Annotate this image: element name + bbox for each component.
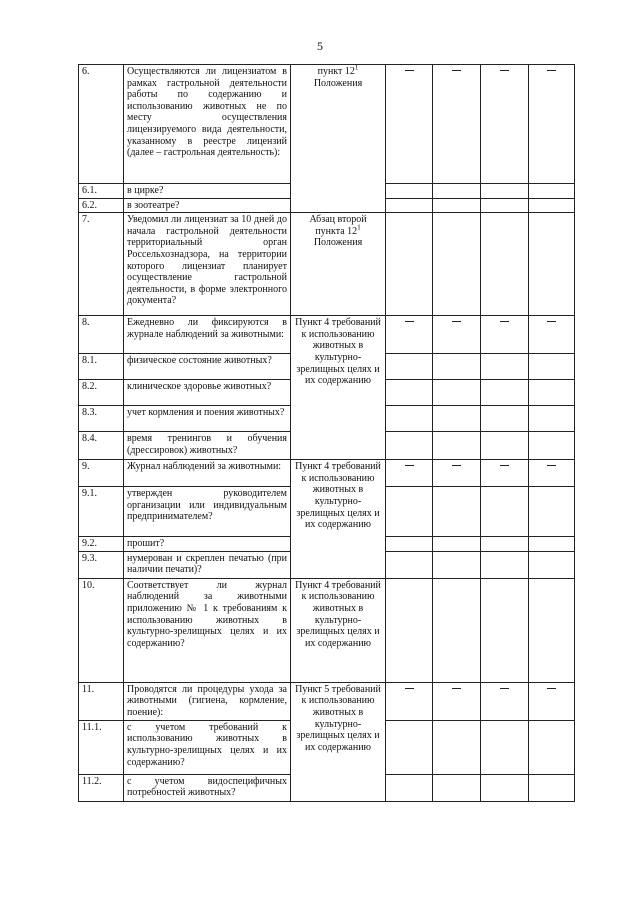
answer-na-cell[interactable] (481, 406, 529, 432)
dash-mark (500, 321, 509, 322)
answer-comment-cell[interactable] (529, 682, 575, 720)
answer-comment-cell[interactable] (529, 720, 575, 774)
legal-reference: Пункт 4 требований к использованию животных в культурно-зрелищных целях и их содержанию (291, 316, 386, 460)
table-row (79, 65, 575, 184)
answer-yes-cell[interactable] (386, 551, 433, 578)
legal-reference: Пункт 5 требований к использованию животных в культурно-зрелищных целях и их содержанию (291, 682, 386, 801)
answer-yes-cell[interactable] (386, 460, 433, 487)
answer-no-cell[interactable] (433, 213, 481, 316)
answer-no-cell[interactable] (433, 406, 481, 432)
row-number: 9.2. (79, 537, 124, 552)
dash-mark (500, 70, 509, 71)
question-text: клиническое здоровье животных? (124, 380, 291, 406)
dash-mark (547, 70, 556, 71)
table-row (79, 316, 575, 354)
dash-mark (405, 465, 414, 466)
answer-na-cell[interactable] (481, 537, 529, 552)
answer-na-cell[interactable] (481, 184, 529, 199)
table-row (79, 213, 575, 316)
answer-na-cell[interactable] (481, 682, 529, 720)
answer-comment-cell[interactable] (529, 406, 575, 432)
answer-na-cell[interactable] (481, 65, 529, 184)
answer-yes-cell[interactable] (386, 774, 433, 801)
row-number: 7. (79, 213, 124, 316)
question-text: прошит? (124, 537, 291, 552)
dash-mark (452, 465, 461, 466)
answer-na-cell[interactable] (481, 551, 529, 578)
answer-na-cell[interactable] (481, 213, 529, 316)
question-text: Осуществляются ли лицензиатом в рамках гастрольной деятельности работы по содержанию и использованию животных не по месту осуществления лицензируемого вида деятельности, указанному в реестре лицензий (далее – гастрольная деятельность): (124, 65, 291, 184)
answer-yes-cell[interactable] (386, 537, 433, 552)
answer-yes-cell[interactable] (386, 578, 433, 682)
question-text: с учетом требований к использованию животных в культурно-зрелищных целях и их содержанию? (124, 720, 291, 774)
answer-no-cell[interactable] (433, 537, 481, 552)
dash-mark (452, 321, 461, 322)
answer-no-cell[interactable] (433, 720, 481, 774)
row-number: 8.4. (79, 432, 124, 460)
answer-no-cell[interactable] (433, 682, 481, 720)
answer-comment-cell[interactable] (529, 380, 575, 406)
answer-yes-cell[interactable] (386, 354, 433, 380)
answer-comment-cell[interactable] (529, 198, 575, 213)
legal-reference: Пункт 4 требований к использованию животных в культурно-зрелищных целях и их содержанию (291, 578, 386, 682)
answer-yes-cell[interactable] (386, 487, 433, 537)
answer-no-cell[interactable] (433, 432, 481, 460)
answer-na-cell[interactable] (481, 198, 529, 213)
row-number: 8.2. (79, 380, 124, 406)
row-number: 6. (79, 65, 124, 184)
page-number: 5 (317, 39, 323, 53)
answer-no-cell[interactable] (433, 551, 481, 578)
answer-na-cell[interactable] (481, 774, 529, 801)
legal-reference: пункт $12^1$ Положения (291, 65, 386, 213)
answer-na-cell[interactable] (481, 354, 529, 380)
answer-comment-cell[interactable] (529, 551, 575, 578)
question-text: Ежедневно ли фиксируются в журнале наблюдений за животными: (124, 316, 291, 354)
answer-comment-cell[interactable] (529, 213, 575, 316)
row-number: 9.3. (79, 551, 124, 578)
answer-yes-cell[interactable] (386, 380, 433, 406)
answer-no-cell[interactable] (433, 354, 481, 380)
question-text: Соответствует ли журнал наблюдений за животными приложению № 1 к требованиям к использованию животных в культурно-зрелищных целях и их содержанию? (124, 578, 291, 682)
checklist-table (78, 64, 575, 802)
question-text: время тренингов и обучения (дрессировок) животных? (124, 432, 291, 460)
dash-mark (405, 70, 414, 71)
answer-comment-cell[interactable] (529, 184, 575, 199)
answer-no-cell[interactable] (433, 198, 481, 213)
answer-no-cell[interactable] (433, 578, 481, 682)
answer-comment-cell[interactable] (529, 774, 575, 801)
answer-yes-cell[interactable] (386, 432, 433, 460)
answer-no-cell[interactable] (433, 184, 481, 199)
question-text: Журнал наблюдений за животными: (124, 460, 291, 487)
row-number: 11. (79, 682, 124, 720)
answer-comment-cell[interactable] (529, 65, 575, 184)
answer-na-cell[interactable] (481, 432, 529, 460)
answer-yes-cell[interactable] (386, 682, 433, 720)
dash-mark (405, 688, 414, 689)
dash-mark (452, 688, 461, 689)
answer-comment-cell[interactable] (529, 460, 575, 487)
dash-mark (547, 321, 556, 322)
dash-mark (500, 688, 509, 689)
answer-yes-cell[interactable] (386, 720, 433, 774)
table-row (79, 578, 575, 682)
answer-na-cell[interactable] (481, 720, 529, 774)
answer-na-cell[interactable] (481, 316, 529, 354)
question-text: физическое состояние животных? (124, 354, 291, 380)
question-text: утвержден руководителем организации или индивидуальным предпринимателем? (124, 487, 291, 537)
row-number: 11.2. (79, 774, 124, 801)
answer-comment-cell[interactable] (529, 578, 575, 682)
answer-no-cell[interactable] (433, 460, 481, 487)
table-row (79, 682, 575, 720)
answer-no-cell[interactable] (433, 316, 481, 354)
legal-reference: Пункт 4 требований к использованию животных в культурно-зрелищных целях и их содержанию (291, 460, 386, 579)
legal-reference: Абзац второй пункта $12^1$ Положения (291, 213, 386, 316)
answer-yes-cell[interactable] (386, 198, 433, 213)
dash-mark (452, 70, 461, 71)
dash-mark (500, 465, 509, 466)
question-text: с учетом видоспецифичных потребностей животных? (124, 774, 291, 801)
question-text: Уведомил ли лицензиат за 10 дней до начала гастрольной деятельности территориальный орган Россельхознадзора, на территории которого лицензиат планирует осуществление гастрольной деятельности, в форме электронного документа? (124, 213, 291, 316)
answer-na-cell[interactable] (481, 380, 529, 406)
dash-mark (547, 688, 556, 689)
row-number: 6.2. (79, 198, 124, 213)
answer-yes-cell[interactable] (386, 65, 433, 184)
row-number: 11.1. (79, 720, 124, 774)
answer-comment-cell[interactable] (529, 537, 575, 552)
row-number: 8.3. (79, 406, 124, 432)
answer-na-cell[interactable] (481, 460, 529, 487)
question-text: учет кормления и поения животных? (124, 406, 291, 432)
answer-yes-cell[interactable] (386, 406, 433, 432)
row-number: 8. (79, 316, 124, 354)
row-number: 6.1. (79, 184, 124, 199)
answer-comment-cell[interactable] (529, 316, 575, 354)
answer-no-cell[interactable] (433, 774, 481, 801)
dash-mark (405, 321, 414, 322)
answer-yes-cell[interactable] (386, 213, 433, 316)
answer-comment-cell[interactable] (529, 354, 575, 380)
row-number: 9.1. (79, 487, 124, 537)
answer-yes-cell[interactable] (386, 316, 433, 354)
answer-yes-cell[interactable] (386, 184, 433, 199)
answer-no-cell[interactable] (433, 380, 481, 406)
question-text: нумерован и скреплен печатью (при наличии печати)? (124, 551, 291, 578)
answer-no-cell[interactable] (433, 487, 481, 537)
answer-comment-cell[interactable] (529, 432, 575, 460)
answer-comment-cell[interactable] (529, 487, 575, 537)
row-number: 9. (79, 460, 124, 487)
dash-mark (547, 465, 556, 466)
answer-no-cell[interactable] (433, 65, 481, 184)
answer-na-cell[interactable] (481, 578, 529, 682)
answer-na-cell[interactable] (481, 487, 529, 537)
row-number: 8.1. (79, 354, 124, 380)
table-row (79, 460, 575, 487)
question-text: Проводятся ли процедуры ухода за животными (гигиена, кормление, поение): (124, 682, 291, 720)
question-text: в зоотеатре? (124, 198, 291, 213)
question-text: в цирке? (124, 184, 291, 199)
row-number: 10. (79, 578, 124, 682)
